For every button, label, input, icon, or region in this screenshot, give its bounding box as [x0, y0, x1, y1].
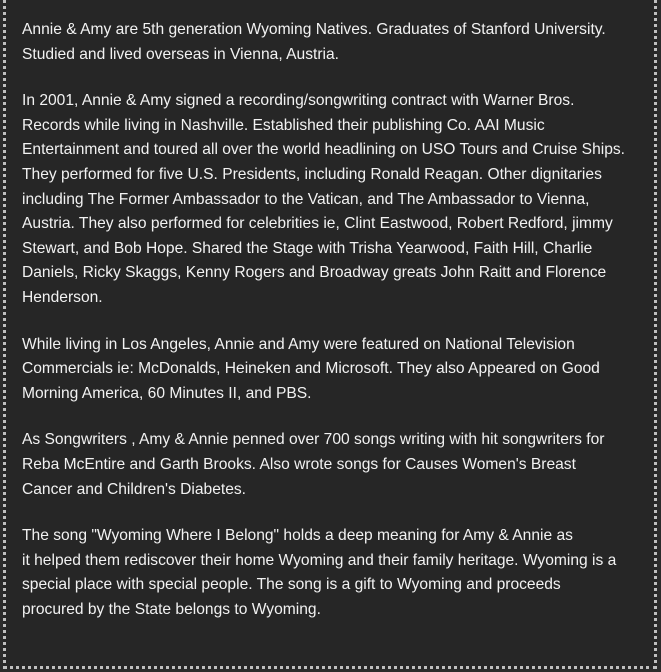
bio-panel [3, 0, 657, 669]
bio-line: As Songwriters , Amy & Annie penned over 700 songs writing with hit songwriters for [22, 431, 605, 449]
bio-line: Morning America, 60 Minutes II, and PBS. [22, 384, 312, 402]
bio-line: Henderson. [22, 288, 103, 306]
bio-paragraph-career [22, 89, 648, 310]
bio-line: Commercials ie: McDonalds, Heineken and Microsoft. They also Appeared on Good [22, 360, 600, 378]
bio-line: Studied and lived overseas in Vienna, Austria. [22, 45, 339, 63]
bio-line: it helped them rediscover their home Wyoming and their family heritage. Wyoming is a [22, 551, 617, 569]
bio-paragraph-songwriting [22, 428, 648, 502]
bio-line: including The Former Ambassador to the Vatican, and The Ambassador to Vienna, [22, 190, 590, 208]
bio-line: Cancer and Children's Diabetes. [22, 480, 247, 498]
bio-line: Annie & Amy are 5th generation Wyoming Natives. Graduates of Stanford University. [22, 21, 606, 38]
bio-line: Stewart, and Bob Hope. Shared the Stage with Trisha Yearwood, Faith Hill, Charlie [22, 239, 593, 257]
bio-paragraph-song [22, 524, 648, 622]
bio-line: Reba McEntire and Garth Brooks. Also wrote songs for Causes Women's Breast [22, 455, 576, 473]
bio-line: While living in Los Angeles, Annie and Amy were featured on National Television [22, 335, 575, 353]
bio-paragraph-television [22, 333, 648, 407]
bio-text [22, 18, 648, 644]
bio-line: The song "Wyoming Where I Belong" holds a deep meaning for Amy & Annie as [22, 527, 573, 545]
bio-line: special place with special people. The song is a gift to Wyoming and proceeds [22, 576, 561, 594]
bio-line: Records while living in Nashville. Established their publishing Co. AAI Music [22, 116, 545, 134]
bio-line: They performed for five U.S. Presidents, including Ronald Reagan. Other dignitaries [22, 165, 602, 183]
bio-paragraph-heritage [22, 18, 648, 67]
bio-line: Entertainment and toured all over the world headlining on USO Tours and Cruise Ships. [22, 141, 626, 159]
bio-line: In 2001, Annie & Amy signed a recording/songwriting contract with Warner Bros. [22, 92, 575, 110]
bio-line: Austria. They also performed for celebrities ie, Clint Eastwood, Robert Redford, jimmy [22, 215, 613, 233]
bio-line: procured by the State belongs to Wyoming. [22, 600, 321, 618]
bio-line: Daniels, Ricky Skaggs, Kenny Rogers and Broadway greats John Raitt and Florence [22, 264, 607, 282]
